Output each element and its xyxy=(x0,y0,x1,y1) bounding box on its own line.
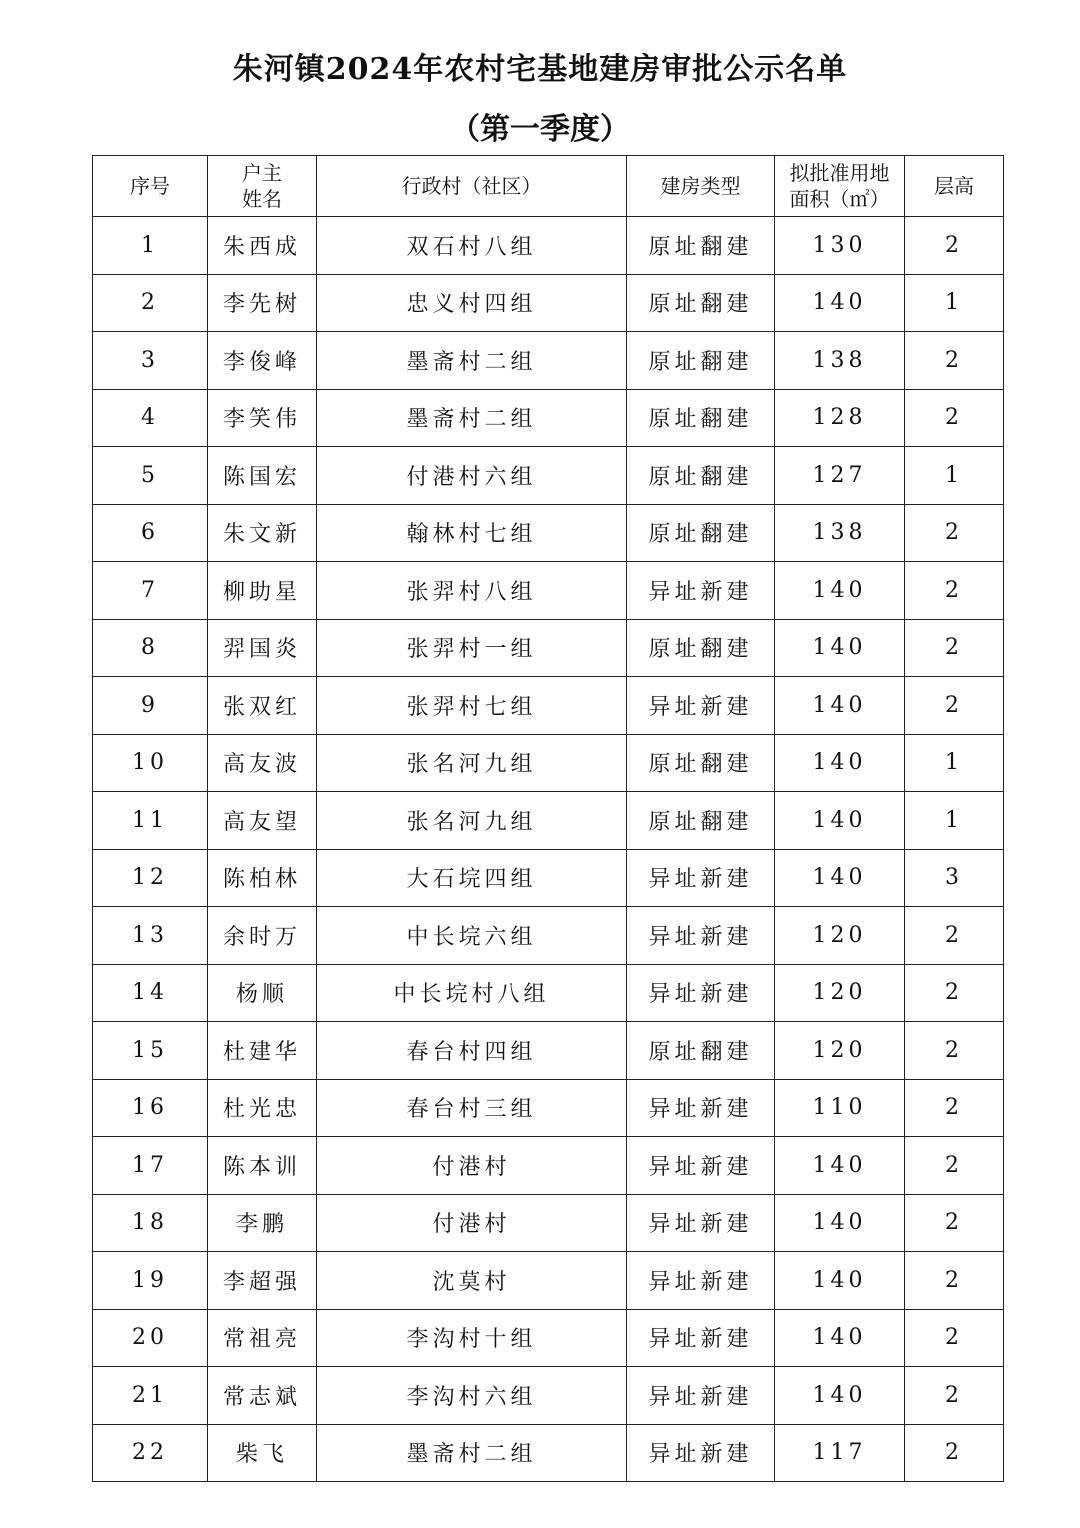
cell-build-type: 异址新建 xyxy=(627,964,775,1022)
cell-owner: 李先树 xyxy=(208,274,317,332)
cell-village: 大石垸四组 xyxy=(317,849,627,907)
cell-owner: 朱西成 xyxy=(208,217,317,275)
table-row xyxy=(93,274,1004,332)
table-row xyxy=(93,619,1004,677)
table-row xyxy=(93,389,1004,447)
cell-area: 140 xyxy=(775,1367,905,1425)
cell-village: 翰林村七组 xyxy=(317,504,627,562)
cell-build-type: 原址翻建 xyxy=(627,332,775,390)
cell-village: 张名河九组 xyxy=(317,734,627,792)
cell-index: 20 xyxy=(93,1309,208,1367)
cell-build-type: 原址翻建 xyxy=(627,1022,775,1080)
cell-area: 130 xyxy=(775,217,905,275)
table-header-row xyxy=(93,156,1004,217)
table-row xyxy=(93,447,1004,505)
cell-floors: 1 xyxy=(905,734,1004,792)
cell-build-type: 原址翻建 xyxy=(627,504,775,562)
table-row xyxy=(93,792,1004,850)
approval-table xyxy=(92,155,1004,1482)
cell-build-type: 异址新建 xyxy=(627,1424,775,1482)
cell-village: 中长垸村八组 xyxy=(317,964,627,1022)
cell-area: 140 xyxy=(775,792,905,850)
cell-index: 11 xyxy=(93,792,208,850)
cell-floors: 2 xyxy=(905,964,1004,1022)
cell-index: 9 xyxy=(93,677,208,735)
cell-area: 138 xyxy=(775,332,905,390)
cell-floors: 2 xyxy=(905,1367,1004,1425)
cell-owner: 杜建华 xyxy=(208,1022,317,1080)
cell-index: 10 xyxy=(93,734,208,792)
cell-build-type: 异址新建 xyxy=(627,1367,775,1425)
header-build-type: 建房类型 xyxy=(627,156,775,217)
table-row xyxy=(93,849,1004,907)
cell-owner: 柴飞 xyxy=(208,1424,317,1482)
cell-build-type: 原址翻建 xyxy=(627,274,775,332)
cell-area: 140 xyxy=(775,1194,905,1252)
cell-village: 张名河九组 xyxy=(317,792,627,850)
cell-owner: 李笑伟 xyxy=(208,389,317,447)
cell-index: 18 xyxy=(93,1194,208,1252)
header-index: 序号 xyxy=(93,156,208,217)
table-row xyxy=(93,734,1004,792)
table-row xyxy=(93,1079,1004,1137)
cell-area: 140 xyxy=(775,1252,905,1310)
cell-owner: 常志斌 xyxy=(208,1367,317,1425)
cell-owner: 羿国炎 xyxy=(208,619,317,677)
cell-owner: 李鹏 xyxy=(208,1194,317,1252)
cell-owner: 李超强 xyxy=(208,1252,317,1310)
cell-floors: 1 xyxy=(905,447,1004,505)
cell-owner: 常祖亮 xyxy=(208,1309,317,1367)
cell-build-type: 异址新建 xyxy=(627,1079,775,1137)
cell-area: 140 xyxy=(775,274,905,332)
cell-floors: 2 xyxy=(905,907,1004,965)
cell-index: 2 xyxy=(93,274,208,332)
cell-index: 14 xyxy=(93,964,208,1022)
cell-index: 7 xyxy=(93,562,208,620)
table-row xyxy=(93,562,1004,620)
cell-floors: 2 xyxy=(905,217,1004,275)
cell-village: 李沟村六组 xyxy=(317,1367,627,1425)
cell-owner: 陈国宏 xyxy=(208,447,317,505)
header-owner xyxy=(208,156,317,217)
cell-index: 22 xyxy=(93,1424,208,1482)
cell-owner: 杜光忠 xyxy=(208,1079,317,1137)
cell-owner: 高友望 xyxy=(208,792,317,850)
table-body xyxy=(93,217,1004,1482)
table-row xyxy=(93,504,1004,562)
cell-floors: 1 xyxy=(905,792,1004,850)
table-row xyxy=(93,1424,1004,1482)
cell-area: 140 xyxy=(775,677,905,735)
document-subtitle: （第一季度） xyxy=(450,112,630,147)
cell-build-type: 异址新建 xyxy=(627,1309,775,1367)
table-row xyxy=(93,1367,1004,1425)
cell-village: 沈莫村 xyxy=(317,1252,627,1310)
cell-floors: 3 xyxy=(905,849,1004,907)
cell-build-type: 异址新建 xyxy=(627,907,775,965)
cell-area: 140 xyxy=(775,1137,905,1195)
cell-owner: 陈本训 xyxy=(208,1137,317,1195)
cell-floors: 2 xyxy=(905,504,1004,562)
cell-area: 120 xyxy=(775,1022,905,1080)
cell-village: 张羿村一组 xyxy=(317,619,627,677)
cell-floors: 2 xyxy=(905,1022,1004,1080)
cell-area: 140 xyxy=(775,849,905,907)
cell-village: 付港村 xyxy=(317,1194,627,1252)
cell-village: 双石村八组 xyxy=(317,217,627,275)
cell-build-type: 原址翻建 xyxy=(627,389,775,447)
cell-floors: 2 xyxy=(905,389,1004,447)
table-row xyxy=(93,1252,1004,1310)
cell-floors: 2 xyxy=(905,619,1004,677)
cell-village: 付港村 xyxy=(317,1137,627,1195)
table-row xyxy=(93,677,1004,735)
cell-index: 12 xyxy=(93,849,208,907)
table-row xyxy=(93,907,1004,965)
cell-floors: 2 xyxy=(905,1309,1004,1367)
header-owner-line1: 户主 xyxy=(242,161,282,185)
cell-area: 117 xyxy=(775,1424,905,1482)
cell-index: 1 xyxy=(93,217,208,275)
header-area-line1: 拟批准用地 xyxy=(789,161,890,185)
cell-owner: 朱文新 xyxy=(208,504,317,562)
cell-build-type: 原址翻建 xyxy=(627,217,775,275)
header-floors: 层高 xyxy=(905,156,1004,217)
cell-village: 墨斋村二组 xyxy=(317,1424,627,1482)
cell-owner: 陈柏林 xyxy=(208,849,317,907)
cell-village: 张羿村八组 xyxy=(317,562,627,620)
cell-index: 13 xyxy=(93,907,208,965)
cell-owner: 柳助星 xyxy=(208,562,317,620)
cell-index: 19 xyxy=(93,1252,208,1310)
cell-village: 忠义村四组 xyxy=(317,274,627,332)
table-row xyxy=(93,332,1004,390)
cell-owner: 张双红 xyxy=(208,677,317,735)
cell-floors: 2 xyxy=(905,562,1004,620)
cell-floors: 2 xyxy=(905,1137,1004,1195)
cell-floors: 2 xyxy=(905,1424,1004,1482)
cell-area: 120 xyxy=(775,907,905,965)
cell-build-type: 异址新建 xyxy=(627,1137,775,1195)
cell-index: 3 xyxy=(93,332,208,390)
cell-floors: 2 xyxy=(905,1079,1004,1137)
document-title: 朱河镇2024年农村宅基地建房审批公示名单 xyxy=(232,52,848,87)
cell-village: 春台村四组 xyxy=(317,1022,627,1080)
cell-index: 5 xyxy=(93,447,208,505)
cell-village: 墨斋村二组 xyxy=(317,389,627,447)
table-row xyxy=(93,1309,1004,1367)
cell-index: 21 xyxy=(93,1367,208,1425)
header-owner-line2: 姓名 xyxy=(242,187,282,211)
cell-build-type: 异址新建 xyxy=(627,1194,775,1252)
cell-village: 春台村三组 xyxy=(317,1079,627,1137)
header-area xyxy=(775,156,905,217)
table-row xyxy=(93,217,1004,275)
table-row xyxy=(93,1194,1004,1252)
cell-build-type: 异址新建 xyxy=(627,677,775,735)
cell-area: 140 xyxy=(775,562,905,620)
cell-area: 110 xyxy=(775,1079,905,1137)
cell-build-type: 异址新建 xyxy=(627,562,775,620)
cell-owner: 余时万 xyxy=(208,907,317,965)
cell-index: 8 xyxy=(93,619,208,677)
cell-village: 李沟村十组 xyxy=(317,1309,627,1367)
table-row xyxy=(93,1137,1004,1195)
cell-build-type: 原址翻建 xyxy=(627,447,775,505)
cell-build-type: 异址新建 xyxy=(627,849,775,907)
cell-build-type: 原址翻建 xyxy=(627,619,775,677)
cell-village: 张羿村七组 xyxy=(317,677,627,735)
cell-area: 140 xyxy=(775,1309,905,1367)
table-row xyxy=(93,964,1004,1022)
cell-index: 4 xyxy=(93,389,208,447)
cell-area: 140 xyxy=(775,734,905,792)
table-row xyxy=(93,1022,1004,1080)
cell-owner: 杨顺 xyxy=(208,964,317,1022)
cell-floors: 1 xyxy=(905,274,1004,332)
cell-index: 6 xyxy=(93,504,208,562)
cell-build-type: 异址新建 xyxy=(627,1252,775,1310)
cell-area: 138 xyxy=(775,504,905,562)
cell-floors: 2 xyxy=(905,677,1004,735)
cell-index: 16 xyxy=(93,1079,208,1137)
cell-build-type: 原址翻建 xyxy=(627,734,775,792)
cell-floors: 2 xyxy=(905,332,1004,390)
cell-floors: 2 xyxy=(905,1252,1004,1310)
cell-build-type: 原址翻建 xyxy=(627,792,775,850)
cell-floors: 2 xyxy=(905,1194,1004,1252)
cell-village: 中长垸六组 xyxy=(317,907,627,965)
header-area-line2: 面积（㎡） xyxy=(789,187,890,211)
cell-area: 120 xyxy=(775,964,905,1022)
cell-index: 17 xyxy=(93,1137,208,1195)
cell-village: 墨斋村二组 xyxy=(317,332,627,390)
cell-village: 付港村六组 xyxy=(317,447,627,505)
cell-area: 127 xyxy=(775,447,905,505)
cell-area: 128 xyxy=(775,389,905,447)
header-village: 行政村（社区） xyxy=(317,156,627,217)
cell-index: 15 xyxy=(93,1022,208,1080)
cell-owner: 李俊峰 xyxy=(208,332,317,390)
cell-owner: 高友波 xyxy=(208,734,317,792)
cell-area: 140 xyxy=(775,619,905,677)
